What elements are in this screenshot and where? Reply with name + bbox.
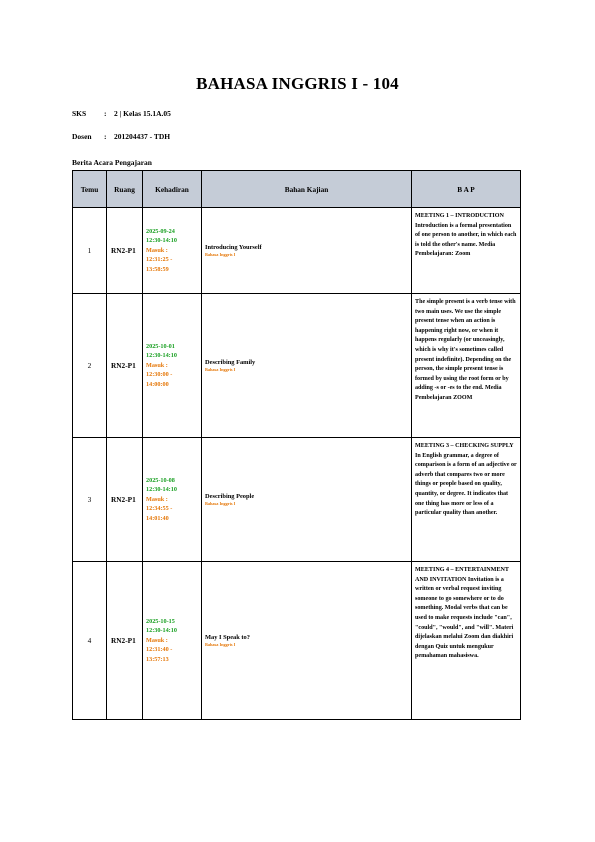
keluar-time: 14:01:40: [146, 514, 169, 522]
table-row: [73, 294, 521, 438]
bahan-kajian-cell: [202, 208, 412, 294]
kehadiran-cell: [143, 438, 202, 562]
kehadiran-cell: [143, 562, 202, 720]
sks-value: 2 | Kelas 15.1A.05: [114, 109, 171, 118]
masuk-label: Masuk :: [146, 361, 168, 369]
masuk-time: 12:34:55 -: [146, 505, 173, 513]
jam: 12:30-14:10: [146, 627, 177, 635]
masuk-time: 12:30:00 -: [146, 371, 173, 379]
section-title: Berita Acara Pengajaran: [72, 158, 152, 167]
bahan-kajian-cell: [202, 438, 412, 562]
jam: 12:30-14:10: [146, 237, 177, 245]
tanggal: 2025-09-24: [146, 227, 175, 235]
dosen-line: Dosen : 201204437 - TDH: [72, 132, 171, 141]
sks-line: SKS : 2 | Kelas 15.1A.05: [72, 109, 171, 118]
tanggal: 2025-10-08: [146, 476, 175, 484]
header-kehadiran: Kehadiran: [143, 171, 202, 208]
table-header-row: [73, 171, 521, 208]
temu-cell: 2: [73, 294, 107, 438]
kehadiran-cell: [143, 208, 202, 294]
bahan-course: Bahasa Inggris I: [205, 642, 236, 648]
bahan-course: Bahasa Inggris I: [205, 252, 236, 258]
ruang-cell: RN2-P1: [107, 562, 143, 720]
bahan-course: Bahasa Inggris I: [205, 501, 236, 507]
sks-label: SKS: [72, 109, 87, 118]
jam: 12:30-14:10: [146, 486, 177, 494]
bap-cell: MEETING 4 – ENTERTAINMENT AND INVITATION Invitation is a written or verbal request inviting someone to go somewhere or to do something. Modal verbs that can be used to make requests include "can", "could", "would", and "will". Materi dijelaskan melalui Zoom dan diakhiri dengan Quiz untuk mengukur pemahaman mahasiswa.: [412, 562, 521, 720]
table-row: [73, 438, 521, 562]
keluar-time: 13:58:59: [146, 265, 169, 273]
temu-cell: 1: [73, 208, 107, 294]
table-row: [73, 562, 521, 720]
tanggal: 2025-10-01: [146, 342, 175, 350]
jam: 12:30-14:10: [146, 352, 177, 360]
temu-cell: 3: [73, 438, 107, 562]
bahan-title: Describing Family: [205, 358, 256, 366]
keluar-time: 13:57:13: [146, 655, 169, 663]
table-row: [73, 208, 521, 294]
ruang-cell: RN2-P1: [107, 438, 143, 562]
header-ruang: Ruang: [107, 171, 143, 208]
header-temu: Temu: [73, 171, 107, 208]
bahan-course: Bahasa Inggris I: [205, 367, 236, 373]
masuk-label: Masuk :: [146, 636, 168, 644]
bahan-kajian-cell: [202, 562, 412, 720]
masuk-label: Masuk :: [146, 246, 168, 254]
masuk-time: 12:31:40 -: [146, 646, 173, 654]
bahan-title: Introducing Yourself: [205, 243, 262, 251]
temu-cell: 4: [73, 562, 107, 720]
bahan-title: May I Speak to?: [205, 633, 250, 641]
masuk-label: Masuk :: [146, 495, 168, 503]
page-title: BAHASA INGGRIS I - 104: [196, 74, 399, 93]
bahan-title: Describing People: [205, 492, 255, 500]
ruang-cell: RN2-P1: [107, 294, 143, 438]
header-bahan-kajian: Bahan Kajian: [202, 171, 412, 208]
bap-cell: MEETING 3 – CHECKING SUPPLY In English grammar, a degree of comparison is a form of an adjective or adverb that compares two or more things or people based on quality, quantity, or degree. It indicates that one thing has more or less of a particular quality than another.: [412, 438, 521, 562]
dosen-value: 201204437 - TDH: [114, 132, 171, 141]
bap-cell: MEETING 1 – INTRODUCTION Introduction is a formal presentation of one person to another, in which each is told the other's name. Media Pembelajaran: Zoom: [412, 208, 521, 294]
header-bap: B A P: [412, 171, 521, 208]
bap-table: [72, 170, 521, 720]
kehadiran-cell: [143, 294, 202, 438]
ruang-cell: RN2-P1: [107, 208, 143, 294]
bahan-kajian-cell: [202, 294, 412, 438]
tanggal: 2025-10-15: [146, 617, 175, 625]
dosen-label: Dosen: [72, 132, 92, 141]
masuk-time: 12:31:25 -: [146, 256, 173, 264]
bap-cell: The simple present is a verb tense with two main uses. We use the simple present tense when an action is happening right now, or when it happens regularly (or unceasingly, which is why it's sometimes called present indefinite). Depending on the person, the simple present tense is formed by using the root form or by adding ‑s or ‑es to the end. Media Pembelajaran ZOOM: [412, 294, 521, 438]
keluar-time: 14:00:00: [146, 380, 169, 388]
